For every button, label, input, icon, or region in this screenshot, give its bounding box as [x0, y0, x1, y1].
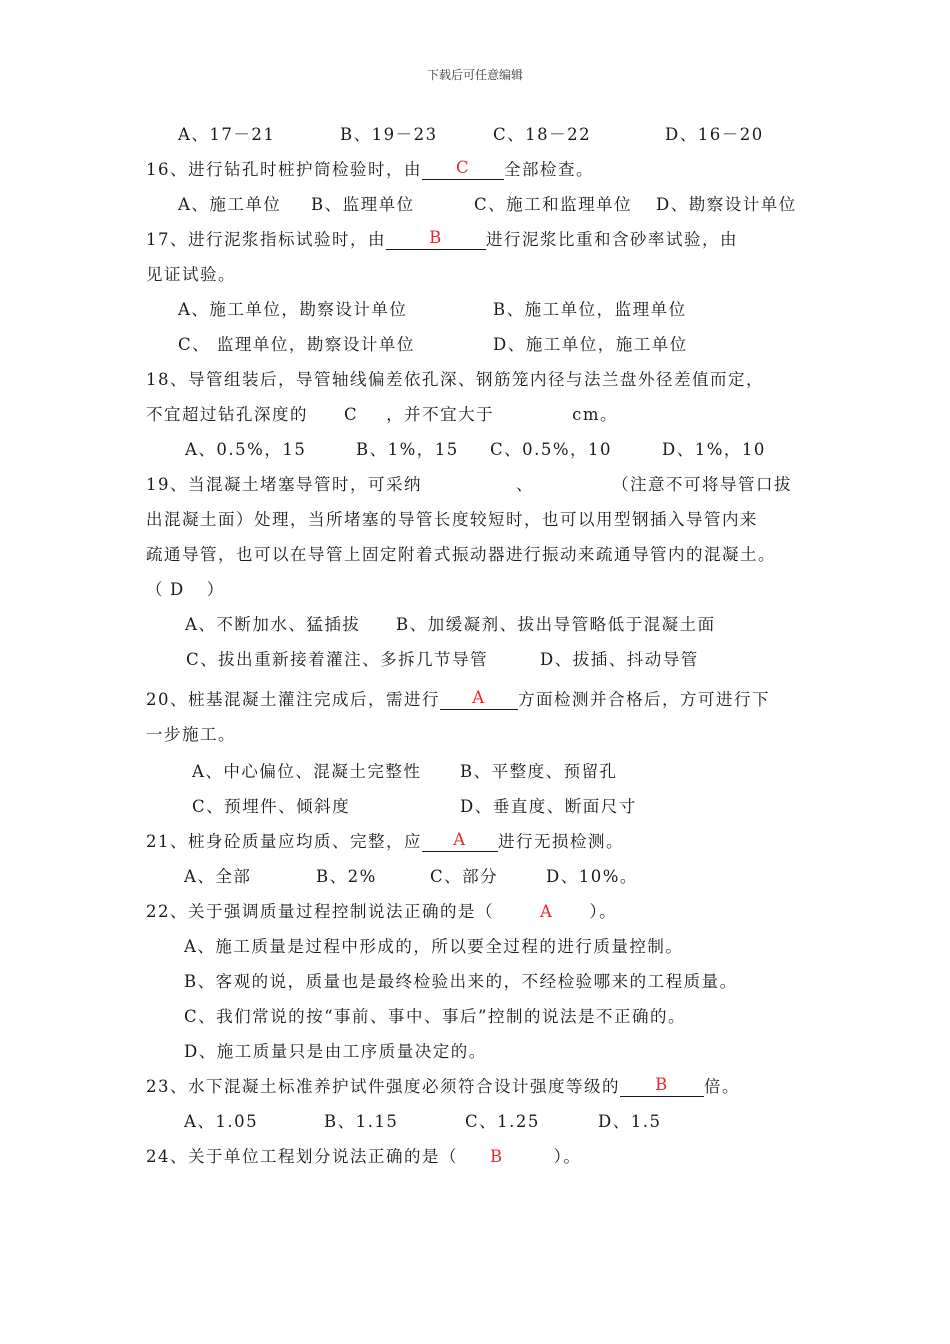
option-d[interactable]: D、施工单位，施工单位: [493, 335, 688, 354]
option-d[interactable]: D、16－20: [665, 125, 764, 144]
option-b[interactable]: B、1.15: [324, 1112, 399, 1131]
option-c[interactable]: C、施工和监理单位: [474, 195, 633, 214]
option-b[interactable]: B、监理单位: [311, 195, 415, 214]
option-c[interactable]: C、 监理单位，勘察设计单位: [178, 335, 415, 354]
question-text: 19、当混凝土堵塞导管时，可采纳: [146, 475, 422, 494]
answer-blank[interactable]: [620, 1074, 704, 1097]
question-text: cm。: [572, 405, 619, 424]
answer-value: B: [429, 228, 443, 247]
q19-stem-cont: 疏通导管，也可以在导管上固定附着式振动器进行振动来疏通导管内的混凝土。: [146, 545, 776, 564]
q22-option-b[interactable]: B、客观的说，质量也是最终检验出来的，不经检验哪来的工程质量。: [184, 972, 738, 991]
q24-stem: [146, 1140, 581, 1174]
question-text: 倍。: [704, 1077, 740, 1096]
option-c[interactable]: C、部分: [430, 867, 499, 886]
q22-option-c[interactable]: C、我们常说的按“事前、事中、事后”控制的说法是不正确的。: [184, 1007, 686, 1026]
question-text: 方面检测并合格后，方可进行下: [518, 690, 770, 709]
option-a[interactable]: A、全部: [184, 867, 252, 886]
question-text: ，并不宜大于: [386, 405, 495, 424]
option-b[interactable]: B、2%: [316, 867, 377, 886]
question-text: 不宜超过钻孔深度的: [146, 405, 308, 424]
option-c[interactable]: C、1.25: [465, 1112, 540, 1131]
option-c[interactable]: C、预埋件、倾斜度: [192, 797, 351, 816]
option-b[interactable]: B、加缓凝剂、拔出导管略低于混凝土面: [396, 615, 716, 634]
option-a[interactable]: A、不断加水、猛插拔: [185, 615, 361, 634]
answer-value: C: [455, 158, 471, 177]
option-d[interactable]: D、垂直度、断面尺寸: [460, 797, 637, 816]
option-d[interactable]: D、1%，10: [662, 440, 766, 459]
question-text: 23、水下混凝土标准养护试件强度必须符合设计强度等级的: [146, 1077, 620, 1096]
option-d[interactable]: D、1.5: [598, 1112, 662, 1131]
answer-value: B: [490, 1147, 504, 1166]
option-d[interactable]: D、拔插、抖动导管: [540, 650, 699, 669]
question-text: ）。: [553, 1147, 582, 1166]
q19-stem-cont: 出混凝土面）处理，当所堵塞的导管长度较短时，也可以用型钢插入导管内来: [146, 510, 758, 529]
answer-value: A: [472, 688, 486, 707]
answer-blank[interactable]: [386, 227, 486, 250]
option-a[interactable]: A、施工单位: [178, 195, 282, 214]
option-d[interactable]: D、10%。: [546, 867, 638, 886]
option-a[interactable]: A、17－21: [178, 125, 276, 144]
question-text: 17、进行泥浆指标试验时，由: [146, 230, 386, 249]
q22-option-a[interactable]: A、施工质量是过程中形成的，所以要全过程的进行质量控制。: [184, 937, 684, 956]
question-text: 24、关于单位工程划分说法正确的是（: [146, 1147, 458, 1166]
question-text: 22、关于强调质量过程控制说法正确的是（: [146, 902, 494, 921]
answer-blank[interactable]: [440, 687, 518, 710]
answer-value: A: [540, 902, 554, 921]
question-text: 、: [516, 475, 534, 494]
option-a[interactable]: A、施工单位，勘察设计单位: [178, 300, 408, 319]
answer-value: C: [344, 405, 359, 424]
q23-stem: [146, 1070, 740, 1104]
option-c[interactable]: C、18－22: [493, 125, 592, 144]
answer-blank[interactable]: [422, 157, 504, 180]
answer-blank[interactable]: [422, 829, 498, 852]
question-text: 16、进行钻孔时桩护筒检验时，由: [146, 160, 422, 179]
option-b[interactable]: B、平整度、预留孔: [460, 762, 618, 781]
question-text: 20、桩基混凝土灌注完成后，需进行: [146, 690, 440, 709]
option-a[interactable]: A、中心偏位、混凝土完整性: [192, 762, 422, 781]
page-header: 下载后可任意编辑: [426, 68, 523, 82]
option-c[interactable]: C、拔出重新接着灌注、多拆几节导管: [186, 650, 489, 669]
option-a[interactable]: A、0.5%，15: [185, 440, 307, 459]
q22-stem: [146, 895, 617, 929]
q22-option-d[interactable]: D、施工质量只是由工序质量决定的。: [184, 1042, 487, 1061]
option-b[interactable]: B、施工单位，监理单位: [493, 300, 687, 319]
question-text: （注意不可将导管口拔: [612, 475, 792, 494]
option-c[interactable]: C、0.5%，10: [490, 440, 613, 459]
question-text: ）: [206, 580, 225, 599]
question-text: 21、桩身砼质量应均质、完整，应: [146, 832, 422, 851]
option-d[interactable]: D、勘察设计单位: [656, 195, 797, 214]
q20-stem: [146, 683, 770, 717]
option-b[interactable]: B、1%，15: [356, 440, 459, 459]
q19-answer: [146, 573, 225, 607]
question-text: 进行泥浆比重和含砂率试验，由: [486, 230, 738, 249]
question-text: （: [146, 580, 164, 599]
question-text: 进行无损检测。: [498, 832, 624, 851]
q17-stem: [146, 223, 738, 257]
option-a[interactable]: A、1.05: [184, 1112, 259, 1131]
q16-stem: [146, 153, 594, 187]
q17-stem-cont: 见证试验。: [146, 265, 236, 284]
q18-stem: 18、导管组装后，导管轴线偏差依孔深、钢筋笼内径与法兰盘外径差值而定，: [146, 370, 764, 389]
answer-value: B: [655, 1075, 669, 1094]
answer-value: A: [453, 830, 467, 849]
answer-value: D: [170, 580, 185, 599]
q21-stem: [146, 825, 624, 859]
q20-stem-cont: 一步施工。: [146, 725, 236, 744]
option-b[interactable]: B、19－23: [340, 125, 438, 144]
q18-stem-cont: [146, 398, 618, 432]
question-text: 全部检查。: [504, 160, 594, 179]
question-text: ）。: [589, 902, 618, 921]
